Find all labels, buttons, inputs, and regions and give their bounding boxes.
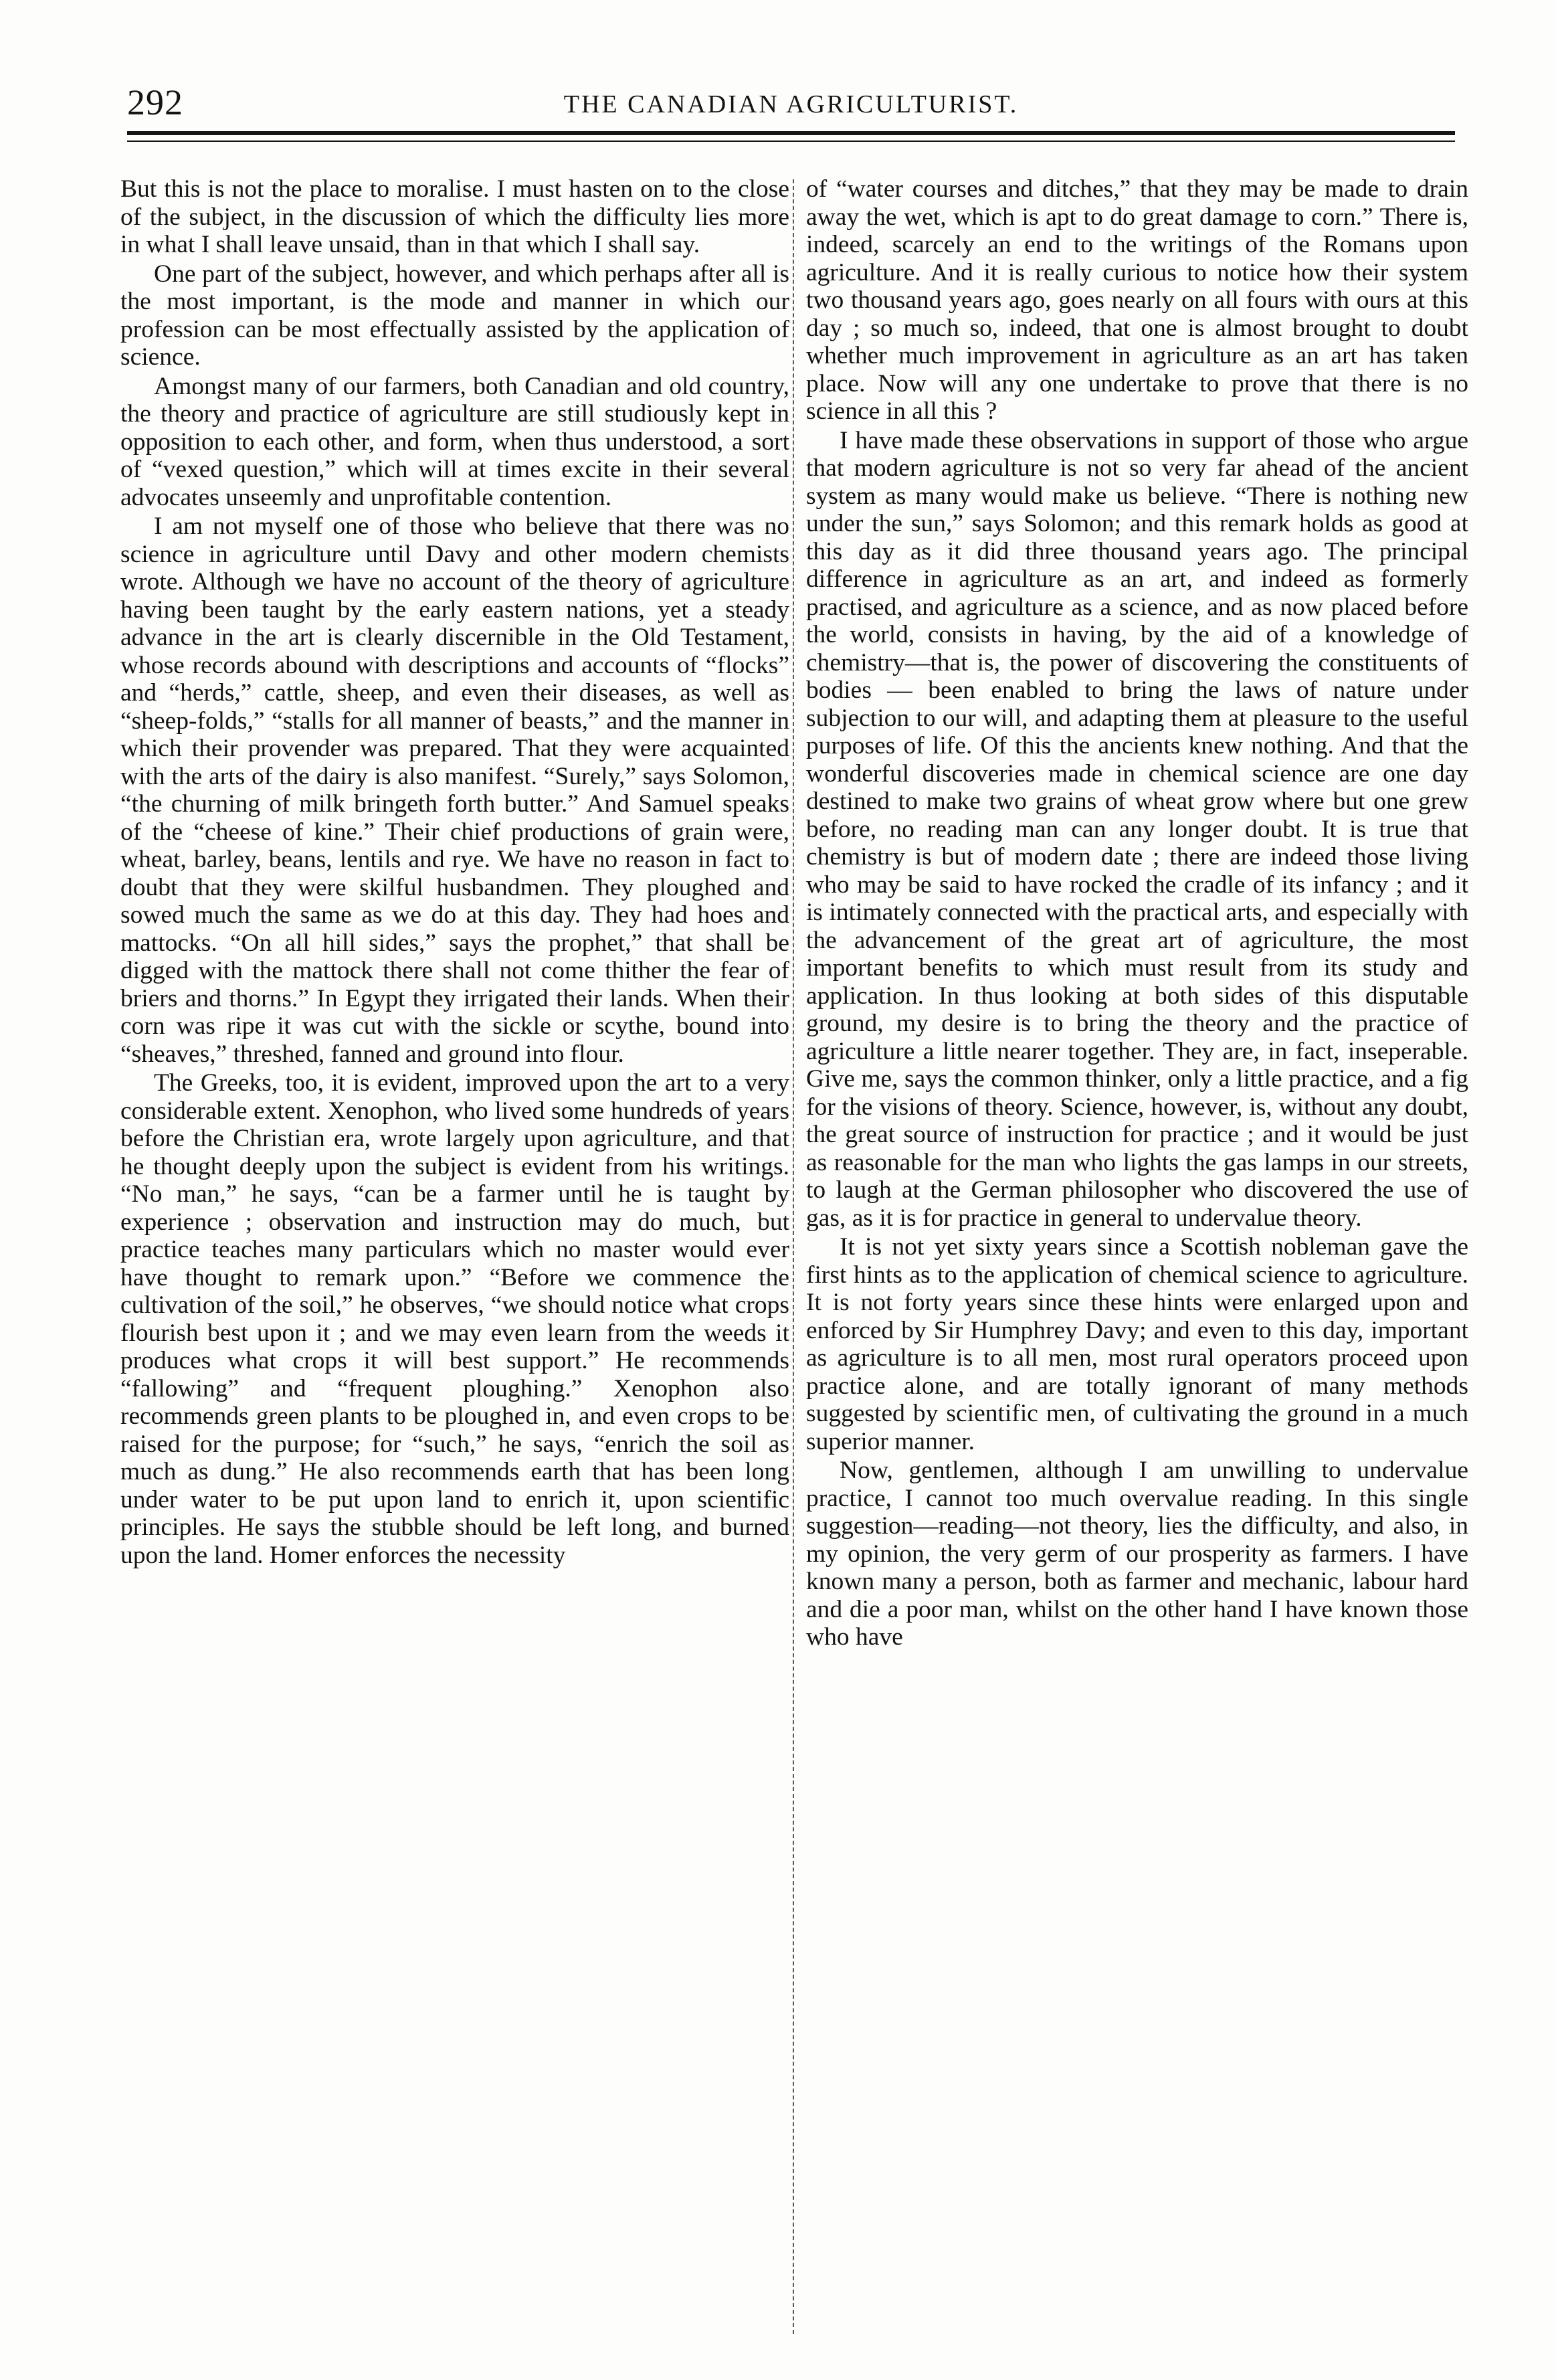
paragraph: But this is not the place to moralise. I must hasten on to the close of the subject, in the discussion of which the difficulty lies more in what I shall leave unsaid, than in that which I shall say. — [120, 175, 789, 258]
paragraph: I am not myself one of those who believe that there was no science in agriculture until Davy and other modern chemists wrote. Although we have no account of the theory of agriculture having been taught by the early eastern nations, yet a steady advance in the art is clearly discernible in the Old Testament, whose records abound with descriptions and accounts of “flocks” and “herds,” cattle, sheep, and even their diseases, as well as “sheep-folds,” “stalls for all manner of beasts,” and the manner in which their provender was prepared. That they were acquainted with the arts of the dairy is also manifest. “Surely,” says Solomon, “the churning of milk bringeth forth butter.” And Samuel speaks of the “cheese of kine.” Their chief productions of grain were, wheat, barley, beans, lentils and rye. We have no reason in fact to doubt that they were skilful husbandmen. They ploughed and sowed much the same as we do at this day. They had hoes and mattocks. “On all hill sides,” says the prophet,” that shall be digged with the mattock there shall not come thither the fear of briers and thorns.” In Egypt they irrigated their lands. When their corn was ripe it was cut with the sickle or scythe, bound into “sheaves,” threshed, fanned and ground into flour. — [120, 513, 789, 1068]
column-divider — [793, 179, 794, 2334]
page-number: 292 — [127, 82, 183, 122]
paragraph: It is not yet sixty years since a Scottish nobleman gave the first hints as to the application of chemical science to agriculture. It is not forty years since these hints were enlarged upon and enforced by Sir Humphrey Davy; and even to this day, important as agriculture is to all men, most rural operators proceed upon practice alone, and are totally ignorant of many methods suggested by scientific men, of cultivating the ground in a much superior manner. — [806, 1233, 1468, 1455]
paragraph: I have made these observations in support of those who argue that modern agriculture is not so very far ahead of the ancient system as many would make us believe. “There is nothing new under the sun,” says Solomon; and this remark holds as good at this day as it did three thousand years ago. The principal difference in agriculture as an art, and indeed as formerly practised, and agriculture as a science, and as now placed before the world, consists in having, by the aid of a knowledge of chemistry—that is, the power of discovering the constituents of bodies — been enabled to bring the laws of nature under subjection to our will, and adapting them at pleasure to the useful purposes of life. Of this the ancients knew nothing. And that the wonderful discoveries made in chemical science are one day destined to make two grains of wheat grow where but one grew before, no reading man can any longer doubt. It is true that chemistry is but of modern date ; there are indeed those living who may be said to have rocked the cradle of its infancy ; and it is intimately connected with the practical arts, and especially with the advancement of the great art of agriculture, the most important benefits to which must result from its study and application. In thus looking at both sides of this disputable ground, my desire is to bring the theory and the practice of agriculture a little nearer together. They are, in fact, inseperable. Give me, says the common thinker, only a little practice, and a fig for the visions of theory. Science, however, is, without any doubt, the great source of instruction for practice ; and it would be just as reasonable for the man who lights the gas lamps in our streets, to laugh at the German philosopher who discovered the use of gas, as it is for practice in general to undervalue theory. — [806, 426, 1468, 1232]
paragraph: of “water courses and ditches,” that they may be made to drain away the wet, which is apt to do great damage to corn.” There is, indeed, scarcely an end to the writings of the Romans upon agriculture. And it is really curious to notice how their system two thousand years ago, goes nearly on all fours with ours at this day ; so much so, indeed, that one is almost brought to doubt whether much improvement in agriculture as an art has taken place. Now will any one undertake to prove that there is no science in all this ? — [806, 175, 1468, 425]
right-column — [806, 175, 1468, 1651]
running-head — [127, 79, 1455, 126]
paragraph: The Greeks, too, it is evident, improved upon the art to a very considerable extent. Xenophon, who lived some hundreds of years before the Christian era, wrote largely upon agriculture, and that he thought deeply upon the subject is evident from his writings. “No man,” he says, “can be a farmer until he is taught by experience ; observation and instruction may do much, but practice teaches many particulars which no master would ever have thought to remark upon.” “Before we commence the cultivation of the soil,” he observes, “we should notice what crops flourish best upon it ; and we may even learn from the weeds it produces what crops it will best support.” He recommends “fallowing” and “frequent ploughing.” Xenophon also recommends green plants to be ploughed in, and even crops to be raised for the purpose; for “such,” he says, “enrich the soil as much as dung.” He also recommends earth that has been long under water to be put upon land to enrich it, upon scientific principles. He says the stubble should be left long, and burned upon the land. Homer enforces the necessity — [120, 1069, 789, 1569]
left-column — [120, 175, 789, 1569]
paragraph: Now, gentlemen, although I am unwilling to undervalue practice, I cannot too much overvalue reading. In this single suggestion—reading—not theory, lies the difficulty, and also, in my opinion, the very germ of our prosperity as farmers. I have known many a person, both as farmer and mechanic, labour hard and die a poor man, whilst on the other hand I have known those who have — [806, 1457, 1468, 1651]
header-rule-thin — [127, 141, 1455, 142]
paragraph: One part of the subject, however, and which perhaps after all is the most important, is the mode and manner in which our profession can be most effectually assisted by the application of science. — [120, 260, 789, 371]
paragraph: Amongst many of our farmers, both Canadian and old country, the theory and practice of agriculture are still studiously kept in opposition to each other, and form, when thus understood, a sort of “vexed question,” which will at times excite in their several advocates unseemly and unprofitable contention. — [120, 372, 789, 511]
journal-title: THE CANADIAN AGRICULTURIST. — [563, 90, 1019, 118]
header-rule-thick — [127, 131, 1455, 135]
